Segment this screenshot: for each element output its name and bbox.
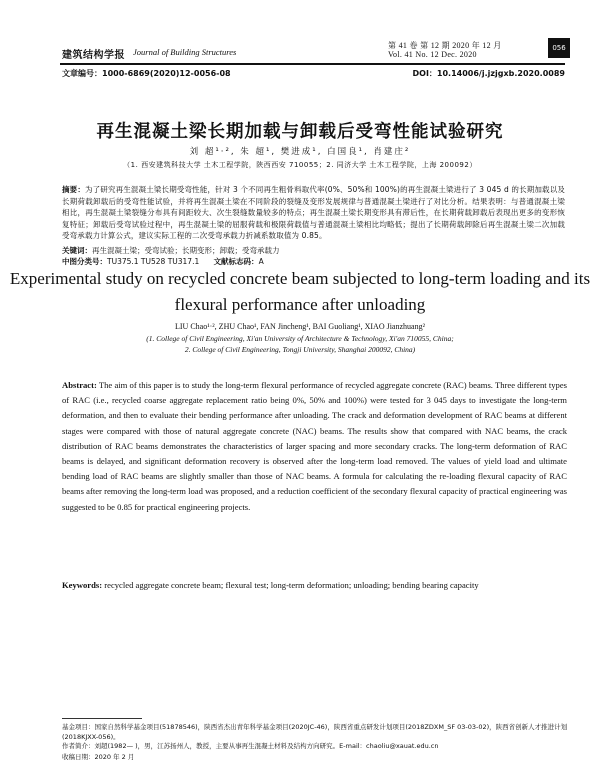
affiliation-en-1: (1. College of Civil Engineering, Xi'an University of Architecture & Technology, Xi'an 710055, China;	[146, 334, 454, 343]
doi[interactable]: DOI：10.14006/j.jzjgxb.2020.0089	[412, 69, 565, 78]
header-rule	[60, 63, 565, 65]
footnote-fund: 基金项目：国家自然科学基金项目(51878546)，陕西省杰出青年科学基金项目(2020JC-46)，陕西省重点研发计划项目(2018ZDXM_SF 03-03-02)，陕西省创新人才推进计划(2018KJXX-056)。	[62, 723, 568, 741]
abstract-en	[62, 378, 567, 515]
keywords-en-text: recycled aggregate concrete beam; flexural test; long-term deformation; unloading; bending bearing capacity	[104, 580, 479, 590]
keywords-cn-label: 关键词：	[62, 246, 92, 255]
article-number: 文章编号：1000-6869(2020)12-0056-08	[62, 69, 231, 78]
footnote-rule	[62, 718, 142, 719]
journal-name-cn: 建筑结构学报	[62, 50, 125, 61]
abstract-cn	[62, 184, 565, 242]
classification-label: 中图分类号：	[62, 257, 107, 266]
keywords-en	[62, 578, 567, 592]
affiliation-cn: （1. 西安建筑科技大学 土木工程学院，陕西西安 710055；2. 同济大学 土木工程学院，上海 200092）	[123, 161, 477, 169]
title-cn: 再生混凝土梁长期加载与卸载后受弯性能试验研究	[96, 122, 504, 142]
volume-info-cn: 第 41 卷 第 12 期 2020 年 12 月	[388, 41, 502, 50]
authors-cn: 刘 超¹·², 朱 超¹, 樊进成¹, 白国良¹, 肖建庄²	[189, 147, 411, 157]
abstract-en-text: The aim of this paper is to study the long-term flexural performance of recycled aggregate concrete (RAC) beams. Three different types of RAC (i.e., recycled coarse aggregate replacement ratio being 0%, 50% and 100%) were tested for 3 045 days to investigate the long-term deformation, and then to evaluate their bending performance after unloading. The crack and deformation development of RAC beams at different stages were compared with those of natural aggregate concrete (NAC) beams. The results show that compared with NAC beams, the crack distribution of RAC beams demonstrates the characteristics of larger spacing and more secondary cracks. The long-term deformation of RAC beams is delayed, and significant deformation recovery is observed after the long-term load removed. The values of yield load and ultimate bending load of RAC beams are slightly smaller than those of NAC beams. A formula for calculating the re-loading flexural capacity of RAC beams after removing the long-term load was proposed, and a reduction coefficient of the secondary flexural capacity of practical engineering was suggested to be 0.85 for practical engineering projects.	[62, 380, 567, 512]
classification-code: TU375.1 TU528 TU317.1	[107, 257, 200, 266]
footnote-author: 作者简介：刘超(1982— )，男，江苏扬州人，教授，主要从事再生混凝土材料及结构方向研究。E-mail：chaoliu@xauat.edu.cn	[62, 742, 439, 750]
footnote-received: 收稿日期：2020 年 2 月	[62, 753, 135, 761]
abstract-cn-label: 摘要：	[62, 185, 85, 194]
keywords-en-label: Keywords:	[62, 580, 103, 590]
authors-en: LIU Chao¹·², ZHU Chao¹, FAN Jincheng¹, BAI Guoliang¹, XIAO Jianzhuang²	[175, 322, 425, 331]
keywords-cn-text: 再生混凝土梁；受弯试验；长期变形；卸载；受弯承载力	[92, 246, 280, 255]
abstract-en-label: Abstract:	[62, 380, 97, 390]
affiliation-en-2: 2. College of Civil Engineering, Tongji University, Shanghai 200092, China)	[184, 345, 416, 354]
doc-code: A	[258, 257, 264, 266]
volume-info-en: Vol. 41 No. 12 Dec. 2020	[388, 50, 477, 59]
journal-name-en: Journal of Building Structures	[133, 47, 237, 57]
keywords-cn	[62, 245, 280, 256]
title-en: Experimental study on recycled concrete beam subjected to long-term loading and its flexural performance after unloading	[9, 269, 591, 314]
doc-code-label: 文献标志码：	[213, 257, 259, 266]
abstract-cn-text: 为了研究再生混凝土梁长期受弯性能，针对 3 个不同再生粗骨料取代率(0%、50%和 100%)的再生混凝土梁进行了 3 045 d 的长期加载以及长期荷载卸载后的受弯性能试验，并将再生混凝土梁在不同阶段的裂缝及变形发展规律与普通混凝土梁进行了对比分析。结果表明：与普通混凝土梁相比，再生混凝土梁裂缝分布具有间距较大、次生裂缝数量较多的特点；再生混凝土梁长期变形具有滞后性，在长期荷载卸载后表现出更多的变形恢复特征；卸载后受弯试验过程中，再生混凝土梁的屈服荷载和极限荷载值与普通混凝土梁相比均略低；提出了长期荷载卸除后再生混凝土梁二次加载受弯承载力计算公式，建议实际工程的二次受弯承载力折减系数取值为 0.85。	[62, 185, 566, 241]
page-number-badge: 056	[548, 38, 570, 58]
